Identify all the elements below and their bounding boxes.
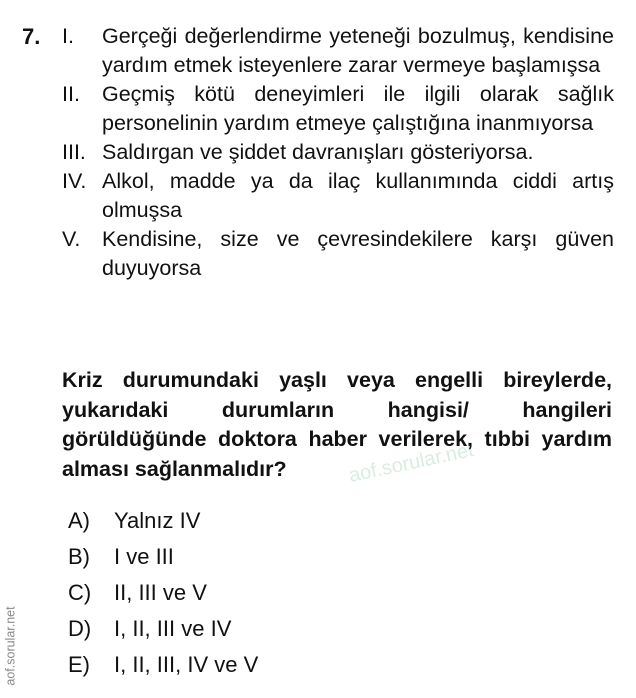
statement-text: Kendisine, size ve çevresindekilere karşı güven duyuyorsa — [102, 227, 614, 280]
option-text: II, III ve V — [114, 580, 207, 605]
option-a[interactable] — [68, 503, 258, 539]
statement-v — [62, 225, 614, 283]
option-c[interactable] — [68, 575, 258, 611]
option-text: Yalnız IV — [114, 508, 201, 533]
question-stem: Kriz durumundaki yaşlı veya engelli bireylerde, yukarıdaki durumların hangisi/ hangileri görüldüğünde doktora haber verilerek, tıbbi yardım alması sağlanmalıdır? — [62, 368, 612, 481]
option-letter: C) — [68, 580, 92, 605]
answer-options — [68, 503, 258, 683]
option-letter: D) — [68, 616, 92, 641]
statement-ii — [62, 80, 614, 138]
statement-numeral: III. — [62, 140, 86, 164]
option-text: I ve III — [114, 544, 174, 569]
option-letter: E) — [68, 652, 90, 677]
option-letter: B) — [68, 544, 90, 569]
option-d[interactable] — [68, 611, 258, 647]
statement-text: Saldırgan ve şiddet davranışları gösteriyorsa. — [102, 140, 534, 164]
statement-text: Gerçeği değerlendirme yeteneği bozulmuş, kendisine yardım etmek isteyenlere zarar vermeye başlamışsa — [102, 24, 614, 77]
statement-text: Geçmiş kötü deneyimleri ile ilgili olarak sağlık personelinin yardım etmeye çalıştığına inanmıyorsa — [102, 82, 614, 135]
statement-iii — [62, 138, 614, 167]
statement-numeral: IV. — [62, 169, 87, 193]
side-watermark — [0, 596, 22, 696]
question-number: 7. — [22, 24, 41, 49]
option-b[interactable] — [68, 539, 258, 575]
statement-numeral: II. — [62, 82, 80, 106]
option-letter: A) — [68, 508, 90, 533]
statement-numeral: I. — [62, 24, 74, 48]
side-watermark-text: aof.sorular.net — [4, 606, 18, 686]
option-text: I, II, III ve IV — [114, 616, 232, 641]
statement-numeral: V. — [62, 227, 81, 251]
option-e[interactable] — [68, 647, 258, 683]
statement-i — [62, 22, 614, 80]
statement-iv — [62, 167, 614, 225]
option-text: I, II, III, IV ve V — [114, 652, 259, 677]
center-watermark: aof.sorular.net — [346, 439, 476, 487]
statement-list — [62, 22, 614, 283]
statement-text: Alkol, madde ya da ilaç kullanımında ciddi artış olmuşsa — [102, 169, 614, 222]
